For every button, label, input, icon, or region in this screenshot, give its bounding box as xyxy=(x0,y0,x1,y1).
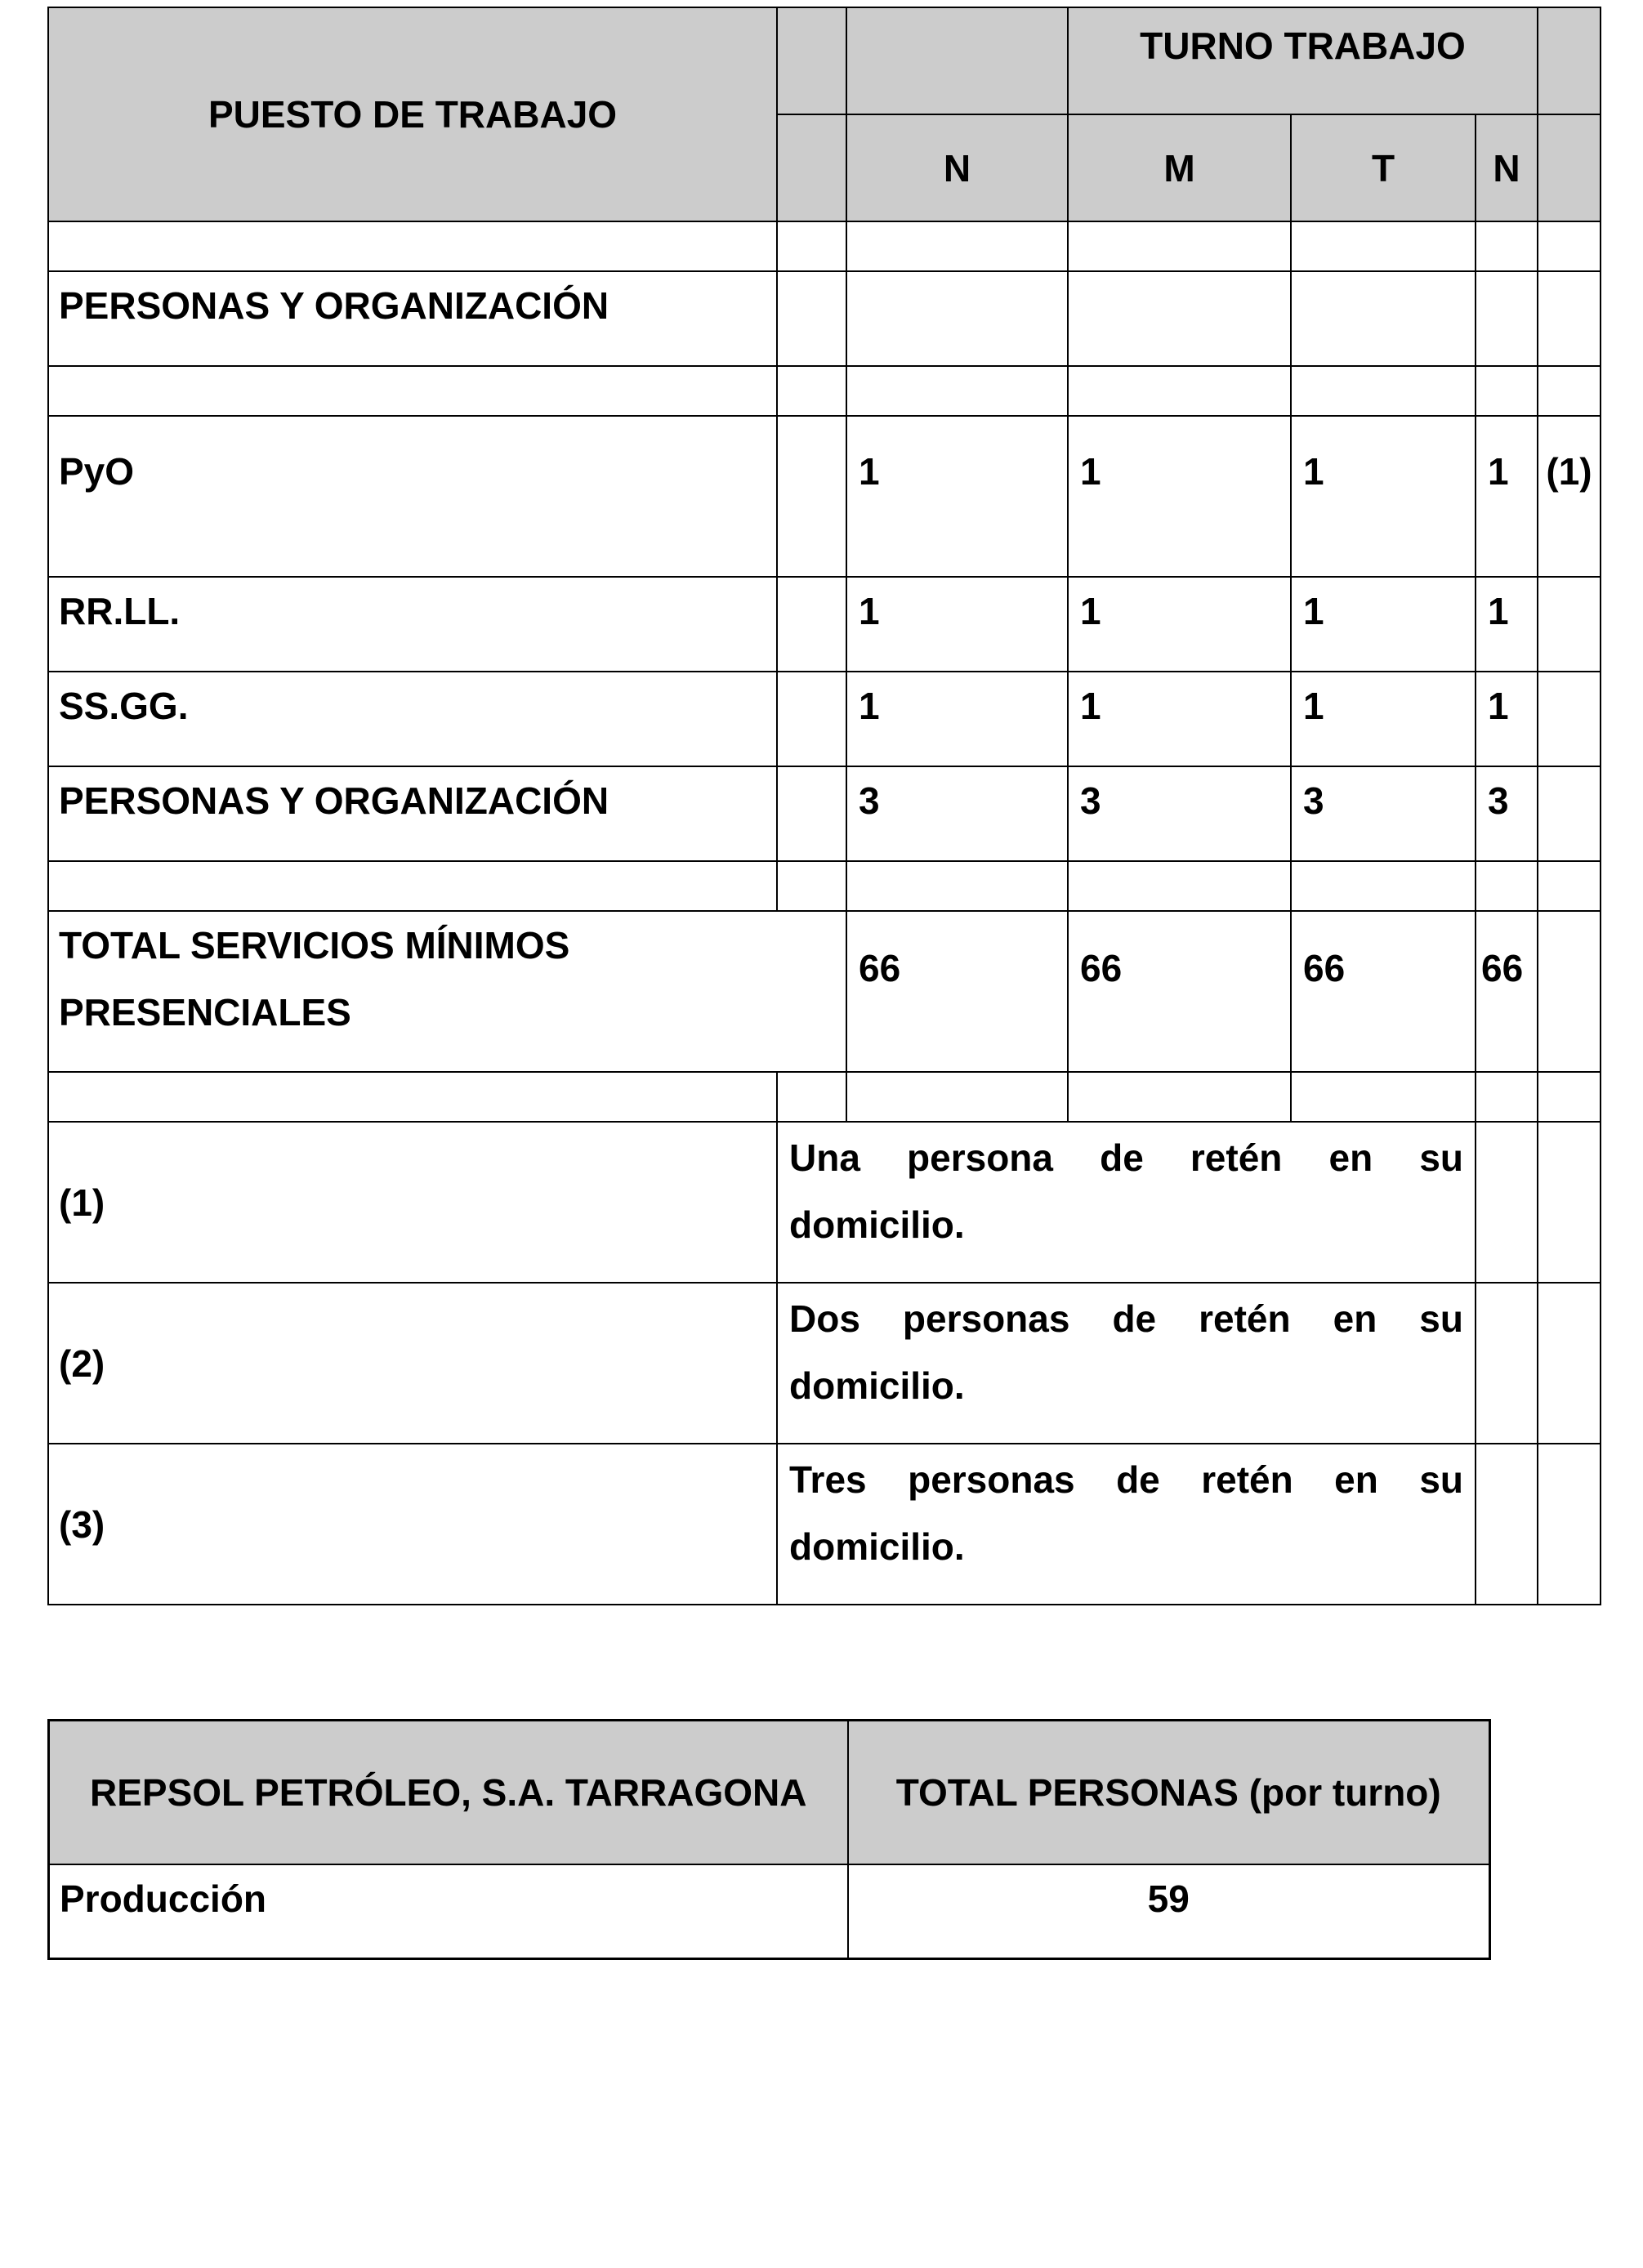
spacer-row xyxy=(48,1072,1601,1122)
total-label xyxy=(48,911,846,1072)
note-text: Tres personas de retén en su domicilio. xyxy=(777,1444,1476,1605)
cell-value: 1 xyxy=(1068,577,1291,672)
table-row xyxy=(48,766,1601,861)
total-label-line2: PRESENCIALES xyxy=(59,991,351,1034)
note-ref: (3) xyxy=(48,1444,777,1605)
cell-value: 1 xyxy=(1291,672,1476,766)
summary-row xyxy=(49,1864,1490,1959)
total-row xyxy=(48,911,1601,1072)
note-row xyxy=(48,1283,1601,1444)
summary-header-total: TOTAL PERSONAS (por turno) xyxy=(848,1721,1490,1864)
spacer-row xyxy=(48,221,1601,271)
total-label-line1: TOTAL SERVICIOS MÍNIMOS xyxy=(59,924,570,967)
row-note-ref xyxy=(1538,577,1601,672)
total-value: 66 xyxy=(1291,911,1476,1072)
cell-value: 1 xyxy=(1476,672,1538,766)
cell-value: 1 xyxy=(846,672,1068,766)
row-label: RR.LL. xyxy=(48,577,777,672)
table-row xyxy=(48,672,1601,766)
row-label: PyO xyxy=(48,416,777,577)
cell-value: 1 xyxy=(1068,416,1291,577)
summary-table xyxy=(47,1719,1491,1960)
cell-value: 3 xyxy=(1291,766,1476,861)
header-blank-cell xyxy=(1538,7,1601,114)
servicios-minimos-table xyxy=(47,7,1601,1605)
row-note-ref xyxy=(1538,766,1601,861)
cell-value: 3 xyxy=(846,766,1068,861)
note-text: Dos personas de retén en su domicilio. xyxy=(777,1283,1476,1444)
cell-value: 3 xyxy=(1068,766,1291,861)
header-turno-trabajo: TURNO TRABAJO xyxy=(1068,7,1538,114)
row-label: SS.GG. xyxy=(48,672,777,766)
total-value: 66 xyxy=(1068,911,1291,1072)
note-ref: (2) xyxy=(48,1283,777,1444)
cell-value: 1 xyxy=(846,416,1068,577)
section-title: PERSONAS Y ORGANIZACIÓN xyxy=(48,271,777,366)
header-blank-cell xyxy=(846,7,1068,114)
summary-row-value: 59 xyxy=(848,1864,1490,1959)
header-blank-cell xyxy=(777,7,846,114)
cell-value: 1 xyxy=(1476,577,1538,672)
header-shift-n2: N xyxy=(1476,114,1538,221)
spacer-row xyxy=(48,366,1601,416)
header-shift-t: T xyxy=(1291,114,1476,221)
header-shift-n: N xyxy=(846,114,1068,221)
note-ref: (1) xyxy=(48,1122,777,1283)
row-note-ref xyxy=(1538,672,1601,766)
total-value: 66 xyxy=(1476,911,1538,1072)
spacer-row xyxy=(48,861,1601,911)
table-row xyxy=(48,416,1601,577)
note-row xyxy=(48,1122,1601,1283)
cell-value: 3 xyxy=(1476,766,1538,861)
header-blank-cell xyxy=(1538,114,1601,221)
cell-value: 1 xyxy=(846,577,1068,672)
header-puesto-de-trabajo: PUESTO DE TRABAJO xyxy=(48,7,777,221)
header-blank-cell xyxy=(777,114,846,221)
total-value: 66 xyxy=(846,911,1068,1072)
header-shift-m: M xyxy=(1068,114,1291,221)
cell-value: 1 xyxy=(1291,577,1476,672)
row-label: PERSONAS Y ORGANIZACIÓN xyxy=(48,766,777,861)
cell-value: 1 xyxy=(1068,672,1291,766)
row-note-ref: (1) xyxy=(1538,416,1601,577)
note-row xyxy=(48,1444,1601,1605)
cell-value: 1 xyxy=(1476,416,1538,577)
summary-header-company: REPSOL PETRÓLEO, S.A. TARRAGONA xyxy=(49,1721,848,1864)
cell-value: 1 xyxy=(1291,416,1476,577)
table-row xyxy=(48,577,1601,672)
summary-row-label: Producción xyxy=(49,1864,848,1959)
note-text: Una persona de retén en su domicilio. xyxy=(777,1122,1476,1283)
section-title-row xyxy=(48,271,1601,366)
